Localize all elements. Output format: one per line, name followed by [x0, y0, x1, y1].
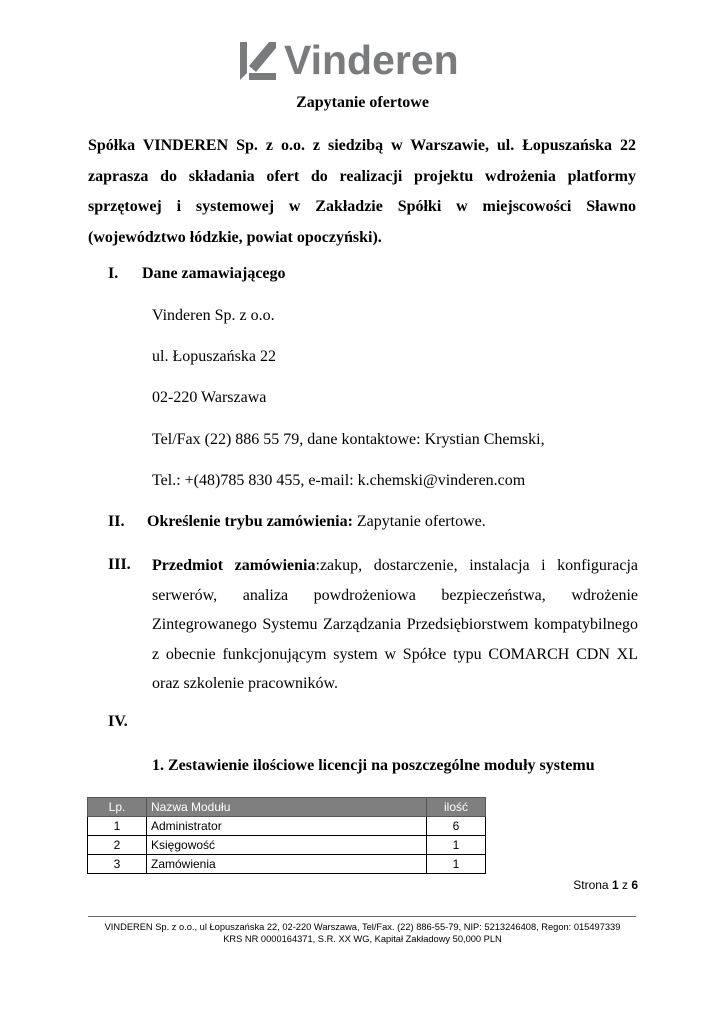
vinderen-logo-icon [240, 42, 276, 80]
page-total: 6 [631, 878, 638, 892]
page-number [573, 878, 638, 892]
contact-street: ul. Łopuszańska 22 [152, 348, 276, 365]
section-2-label: Określenie trybu zamówienia: [147, 513, 353, 530]
section-3-text: :zakup, dostarczenie, instalacja i konfiguracja serwerów, analiza powdrożeniowa bezpieczeństwa, wdrożenie Zintegrowanego Systemu Zarządzania Przedsiębiorstwem kompatybilnego z obecnie funkcjonującym system w Spółce typu COMARCH CDN XL oraz szkolenie pracowników. [152, 557, 638, 692]
section-4-number: IV. [108, 713, 128, 730]
footer-line-1: VINDEREN Sp. z o.o., ul Łopuszańska 22, 02-220 Warszawa, Tel/Fax. (22) 886-55-79, NIP: 5213246408, Regon: 015497339 [104, 922, 621, 932]
section-2-number: II. [108, 513, 125, 530]
cell-module-name: Administrator [147, 817, 427, 836]
cell-module-name: Księgowość [147, 836, 427, 855]
cell-lp: 1 [88, 817, 147, 836]
table-row [88, 817, 486, 836]
page-current: 1 [611, 878, 619, 892]
cell-quantity: 1 [427, 855, 486, 874]
section-1-number: I. [108, 265, 119, 282]
cell-module-name: Zamówienia [147, 855, 427, 874]
header-quantity: ilość [427, 798, 486, 817]
contact-phone-person: Tel/Fax (22) 886 55 79, dane kontaktowe: Krystian Chemski, [152, 431, 545, 448]
cell-quantity: 1 [427, 836, 486, 855]
footer-divider [88, 916, 636, 917]
contact-phone-email: Tel.: +(48)785 830 455, e-mail: k.chemski@vinderen.com [152, 472, 526, 489]
logo-text: Vinderen [284, 37, 459, 83]
table-row [88, 855, 486, 874]
intro-paragraph: Spółka VINDEREN Sp. z o.o. z siedzibą w Warszawie, ul. Łopuszańska 22 zaprasza do składania ofert do realizacji projektu wdrożenia platformy sprzętowej i systemowej w Zakładzie Spółki w miejscowości Sławno (województwo łódzkie, powiat opoczyński). [88, 137, 636, 246]
section-2-value: Zapytanie ofertowe. [352, 513, 486, 530]
cell-quantity: 6 [427, 817, 486, 836]
license-table [87, 797, 486, 874]
table-row [88, 836, 486, 855]
section-3-number: III. [108, 556, 131, 573]
page-separator: z [621, 878, 628, 892]
header-module-name: Nazwa Modułu [147, 798, 427, 817]
table-header-row [88, 798, 486, 817]
section-1-title: Dane zamawiającego [142, 265, 286, 282]
cell-lp: 2 [88, 836, 147, 855]
document-title: Zapytanie ofertowe [296, 94, 429, 111]
section-3-label: Przedmiot zamówienia [152, 557, 316, 574]
contact-company: Vinderen Sp. z o.o. [152, 307, 275, 324]
section-2 [108, 513, 486, 531]
header-lp: Lp. [88, 798, 147, 817]
footer-line-2: KRS NR 0000164371, S.R. XX WG, Kapitał Zakładowy 50,000 PLN [223, 934, 502, 944]
section-3-paragraph [152, 551, 638, 699]
section-1-heading [108, 265, 286, 283]
company-logo [240, 37, 459, 83]
page-label: Strona [573, 878, 609, 892]
cell-lp: 3 [88, 855, 147, 874]
contact-city: 02-220 Warszawa [152, 389, 267, 406]
license-subheading: 1. Zestawienie ilościowe licencji na poszczególne moduły systemu [152, 757, 595, 774]
footer [60, 921, 665, 945]
